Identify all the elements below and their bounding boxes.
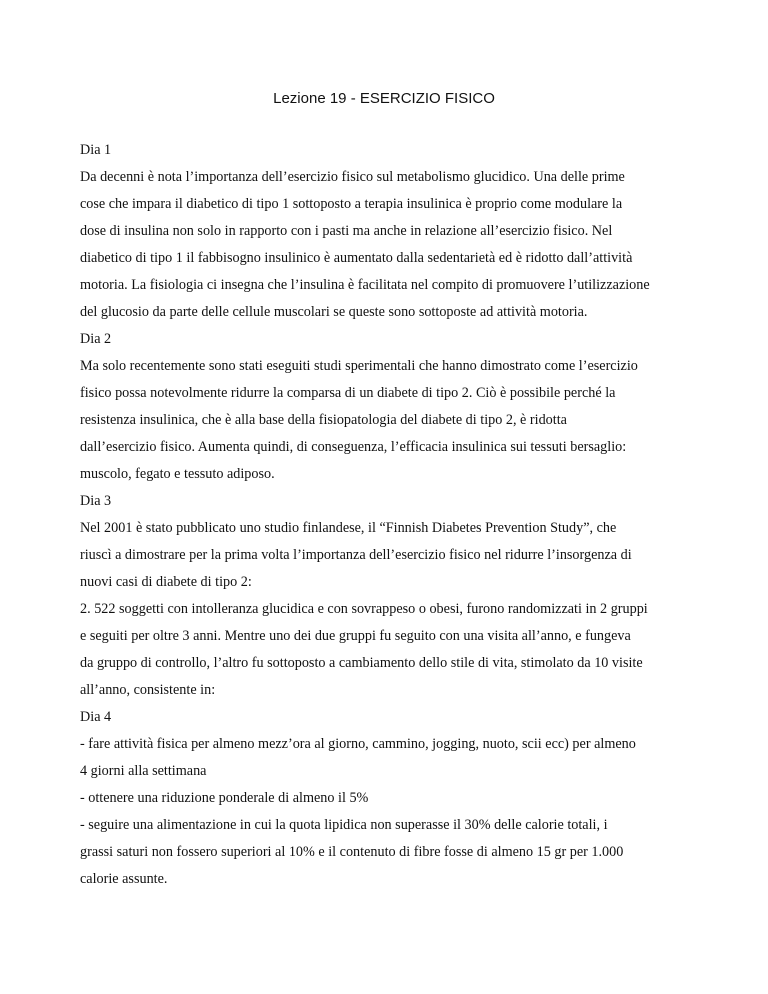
section-heading: Dia 3 [80,493,112,509]
section-heading: Dia 1 [80,142,112,158]
paragraph-line: e seguiti per oltre 3 anni. Mentre uno dei due gruppi fu seguito con una visita all’anno, e fungeva [80,628,631,644]
paragraph-line: diabetico di tipo 1 il fabbisogno insulinico è aumentato dalla sedentarietà ed è ridotto dall’attività [80,250,633,266]
paragraph-line: Ma solo recentemente sono stati eseguiti studi sperimentali che hanno dimostrato come l’esercizio [80,358,638,374]
paragraph-line: Da decenni è nota l’importanza dell’esercizio fisico sul metabolismo glucidico. Una delle prime [80,169,625,185]
section-heading: Dia 2 [80,331,112,347]
section-dia-1 [80,137,700,326]
paragraph-line: 2. 522 soggetti con intolleranza glucidica e con sovrappeso o obesi, furono randomizzati in 2 gruppi [80,601,648,617]
paragraph-line: cose che impara il diabetico di tipo 1 sottoposto a terapia insulinica è proprio come modulare la [80,196,623,212]
list-item-continuation: calorie assunte. [80,871,168,887]
section-heading: Dia 4 [80,709,112,725]
paragraph-line: nuovi casi di diabete di tipo 2: [80,574,252,590]
paragraph-line: fisico possa notevolmente ridurre la comparsa di un diabete di tipo 2. Ciò è possibile perché la [80,385,616,401]
section-dia-4 [80,704,700,893]
list-item: - ottenere una riduzione ponderale di almeno il 5% [80,790,369,806]
section-dia-3 [80,488,700,704]
paragraph-line: riuscì a dimostrare per la prima volta l’importanza dell’esercizio fisico nel ridurre l’insorgenza di [80,547,632,563]
paragraph-line: Nel 2001 è stato pubblicato uno studio finlandese, il “Finnish Diabetes Prevention Study”, che [80,520,617,536]
section-dia-2 [80,326,700,488]
paragraph-line: del glucosio da parte delle cellule muscolari se queste sono sottoposte ad attività motoria. [80,304,588,320]
paragraph-line: da gruppo di controllo, l’altro fu sottoposto a cambiamento dello stile di vita, stimolato da 10 visite [80,655,643,671]
paragraph-line: dall’esercizio fisico. Aumenta quindi, di conseguenza, l’efficacia insulinica sui tessuti bersaglio: [80,439,627,455]
list-item-continuation: 4 giorni alla settimana [80,763,207,779]
paragraph-line: dose di insulina non solo in rapporto con i pasti ma anche in relazione all’esercizio fisico. Nel [80,223,613,239]
list-item-continuation: grassi saturi non fossero superiori al 10% e il contenuto di fibre fosse di almeno 15 gr per 1.000 [80,844,624,860]
paragraph-line: motoria. La fisiologia ci insegna che l’insulina è facilitata nel compito di promuovere l’utilizzazione [80,277,650,293]
page-title: Lezione 19 - ESERCIZIO FISICO [273,90,495,107]
paragraph-line: resistenza insulinica, che è alla base della fisiopatologia del diabete di tipo 2, è ridotta [80,412,567,428]
paragraph-line: muscolo, fegato e tessuto adiposo. [80,466,275,482]
paragraph-line: all’anno, consistente in: [80,682,216,698]
list-item: - fare attività fisica per almeno mezz’ora al giorno, cammino, jogging, nuoto, scii ecc) per almeno [80,736,636,752]
list-item: - seguire una alimentazione in cui la quota lipidica non superasse il 30% delle calorie totali, i [80,817,608,833]
